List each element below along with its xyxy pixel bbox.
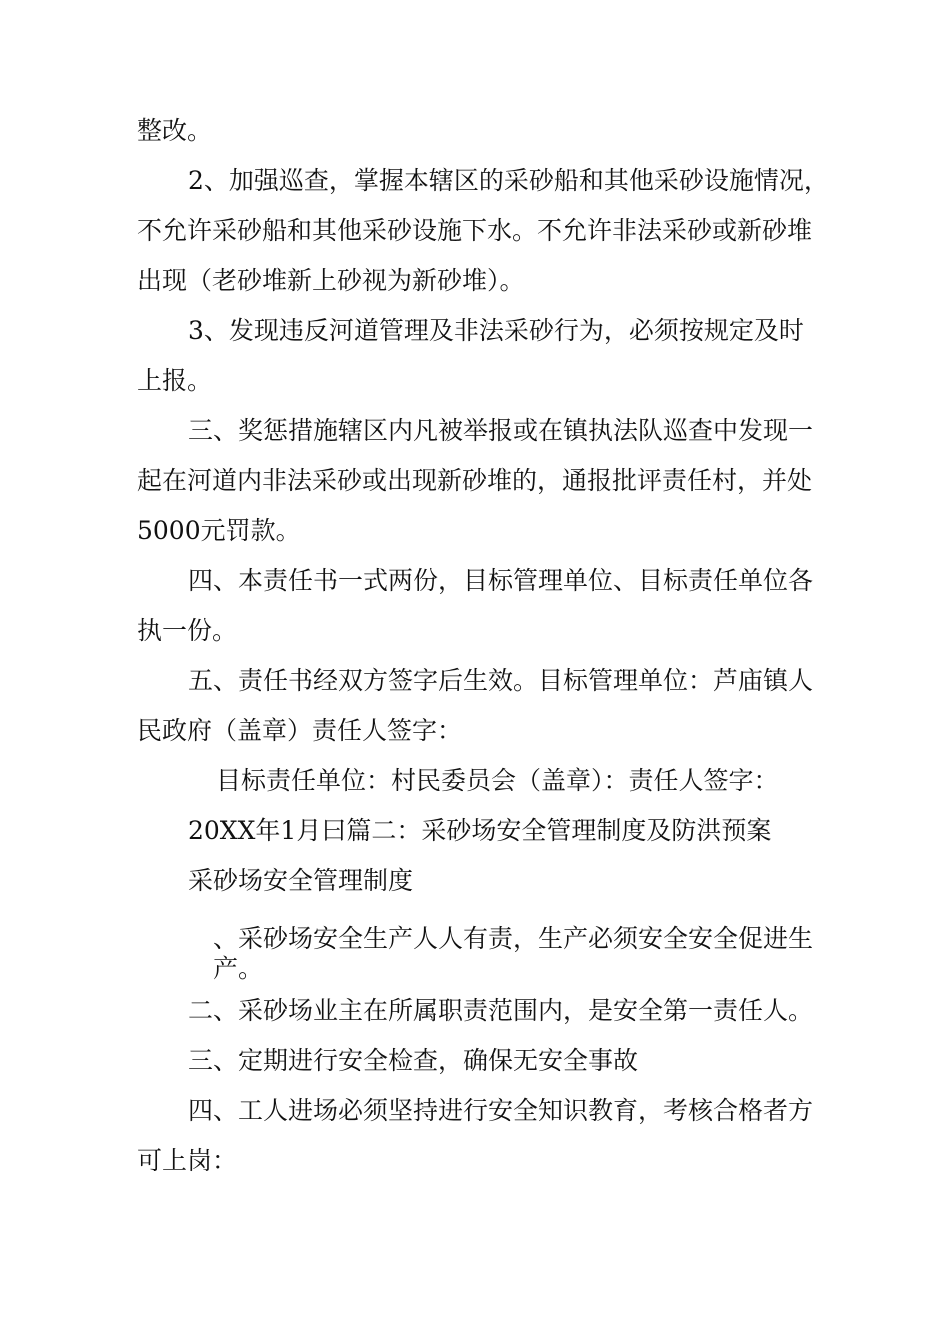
text-line: 三、定期进行安全检查，确保无安全事故 — [188, 1046, 639, 1075]
text-line: 5000元罚款。 — [137, 516, 301, 545]
text-line: 三、奖惩措施辖区内凡被举报或在镇执法队巡查中发现一 — [188, 416, 814, 445]
text-line: 起在河道内非法采砂或出现新砂堆的，通报批评责任村，并处 — [137, 466, 813, 495]
text-line: 不允许采砂船和其他采砂设施下水。不允许非法采砂或新砂堆 — [137, 216, 813, 245]
text-line: 、采砂场安全生产人人有责，生产必须安全安全促进生 — [213, 924, 814, 953]
text-line: 五、责任书经双方签字后生效。目标管理单位：芦庙镇人 — [188, 666, 814, 695]
section-heading: 采砂场安全管理制度 — [188, 866, 414, 895]
text-line: 四、工人进场必须坚持进行安全知识教育，考核合格者方 — [188, 1096, 814, 1125]
text-line: 2、加强巡查，掌握本辖区的采砂船和其他采砂设施情况， — [188, 166, 829, 195]
text-line: 执一份。 — [137, 616, 238, 645]
text-line: 20XX年1月曰篇二：采砂场安全管理制度及防洪预案 — [188, 816, 772, 845]
text-line: 可上岗： — [137, 1146, 238, 1175]
text-line: 上报。 — [137, 366, 213, 395]
text-line: 民政府（盖章）责任人签字： — [137, 716, 463, 745]
text-line: 出现（老砂堆新上砂视为新砂堆）。 — [137, 266, 525, 295]
text-line: 二、采砂场业主在所属职责范围内，是安全第一责任人。 — [188, 996, 814, 1025]
text-line: 整改。 — [137, 116, 213, 145]
text-line: 产。 — [213, 954, 264, 983]
text-line: 目标责任单位：村民委员会（盖章）：责任人签字： — [216, 766, 779, 795]
text-line: 3、发现违反河道管理及非法采砂行为，必须按规定及时 — [188, 316, 804, 345]
text-line: 四、本责任书一式两份，目标管理单位、目标责任单位各 — [188, 566, 814, 595]
